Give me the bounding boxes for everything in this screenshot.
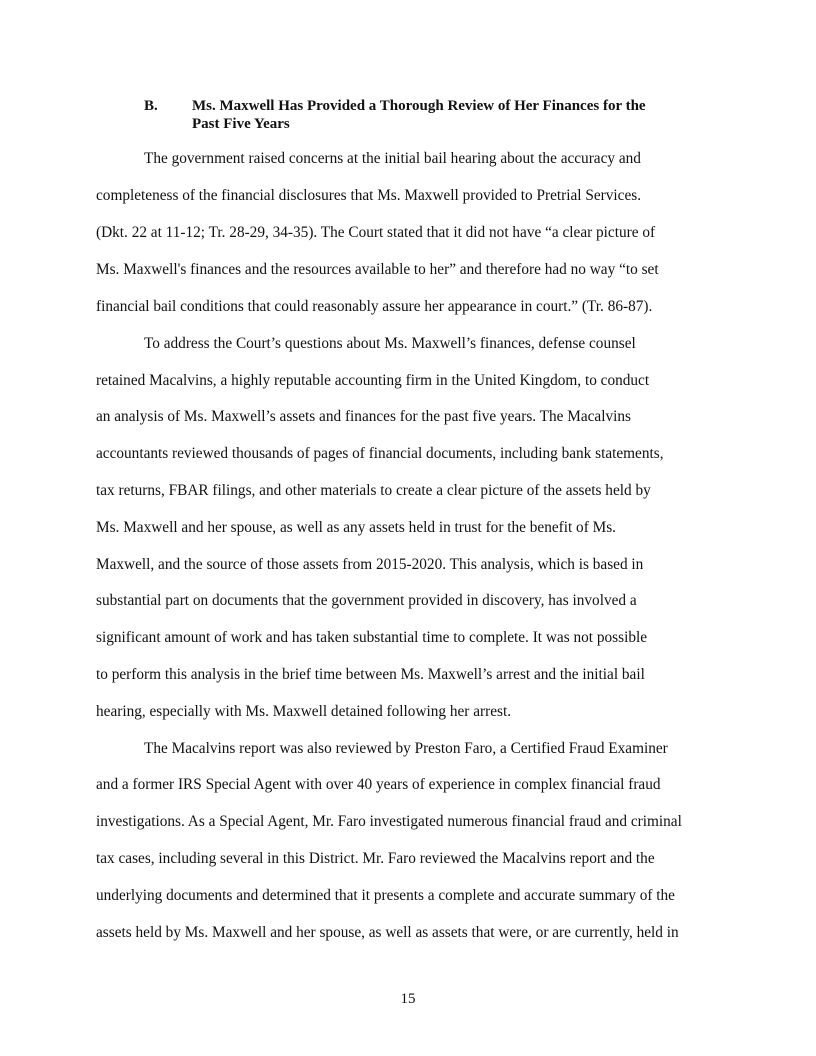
section-title-line: Ms. Maxwell Has Provided a Thorough Review of Her Finances for the [192,98,646,114]
body-line: financial bail conditions that could reasonably assure her appearance in court.” (Tr. 86-87). [96,298,653,315]
body-line: tax cases, including several in this District. Mr. Faro reviewed the Macalvins report and the [96,850,655,867]
body-line: accountants reviewed thousands of pages of financial documents, including bank statements, [96,445,664,462]
body-line: significant amount of work and has taken substantial time to complete. It was not possible [96,629,648,646]
section-letter: B. [144,98,158,114]
section-title [192,97,722,133]
body-line: The government raised concerns at the initial bail hearing about the accuracy and [144,150,641,167]
body-line: underlying documents and determined that it presents a complete and accurate summary of the [96,887,675,904]
body-line: (Dkt. 22 at 11-12; Tr. 28-29, 34-35). The Court stated that it did not have “a clear picture of [96,224,656,241]
body-line: Ms. Maxwell's finances and the resources available to her” and therefore had no way “to set [96,261,659,278]
body-line: The Macalvins report was also reviewed by Preston Faro, a Certified Fraud Examiner [144,740,668,757]
body-line: To address the Court’s questions about Ms. Maxwell’s finances, defense counsel [144,335,636,352]
section-title-line: Past Five Years [192,116,290,132]
body-line: assets held by Ms. Maxwell and her spouse, as well as assets that were, or are currently, held in [96,924,679,941]
page-number: 15 [400,991,416,1007]
body-line: Maxwell, and the source of those assets from 2015-2020. This analysis, which is based in [96,556,644,573]
body-line: an analysis of Ms. Maxwell’s assets and finances for the past five years. The Macalvins [96,408,631,425]
body-line: substantial part on documents that the government provided in discovery, has involved a [96,592,637,609]
body-line: to perform this analysis in the brief time between Ms. Maxwell’s arrest and the initial bail [96,666,645,683]
body-line: completeness of the financial disclosures that Ms. Maxwell provided to Pretrial Services. [96,187,642,204]
body-line: retained Macalvins, a highly reputable accounting firm in the United Kingdom, to conduct [96,372,650,389]
body-line: investigations. As a Special Agent, Mr. Faro investigated numerous financial fraud and criminal [96,813,682,830]
body-line: hearing, especially with Ms. Maxwell detained following her arrest. [96,703,512,720]
body-line: and a former IRS Special Agent with over 40 years of experience in complex financial fraud [96,776,661,793]
body-line: tax returns, FBAR filings, and other materials to create a clear picture of the assets held by [96,482,651,499]
body-line: Ms. Maxwell and her spouse, as well as any assets held in trust for the benefit of Ms. [96,519,616,536]
